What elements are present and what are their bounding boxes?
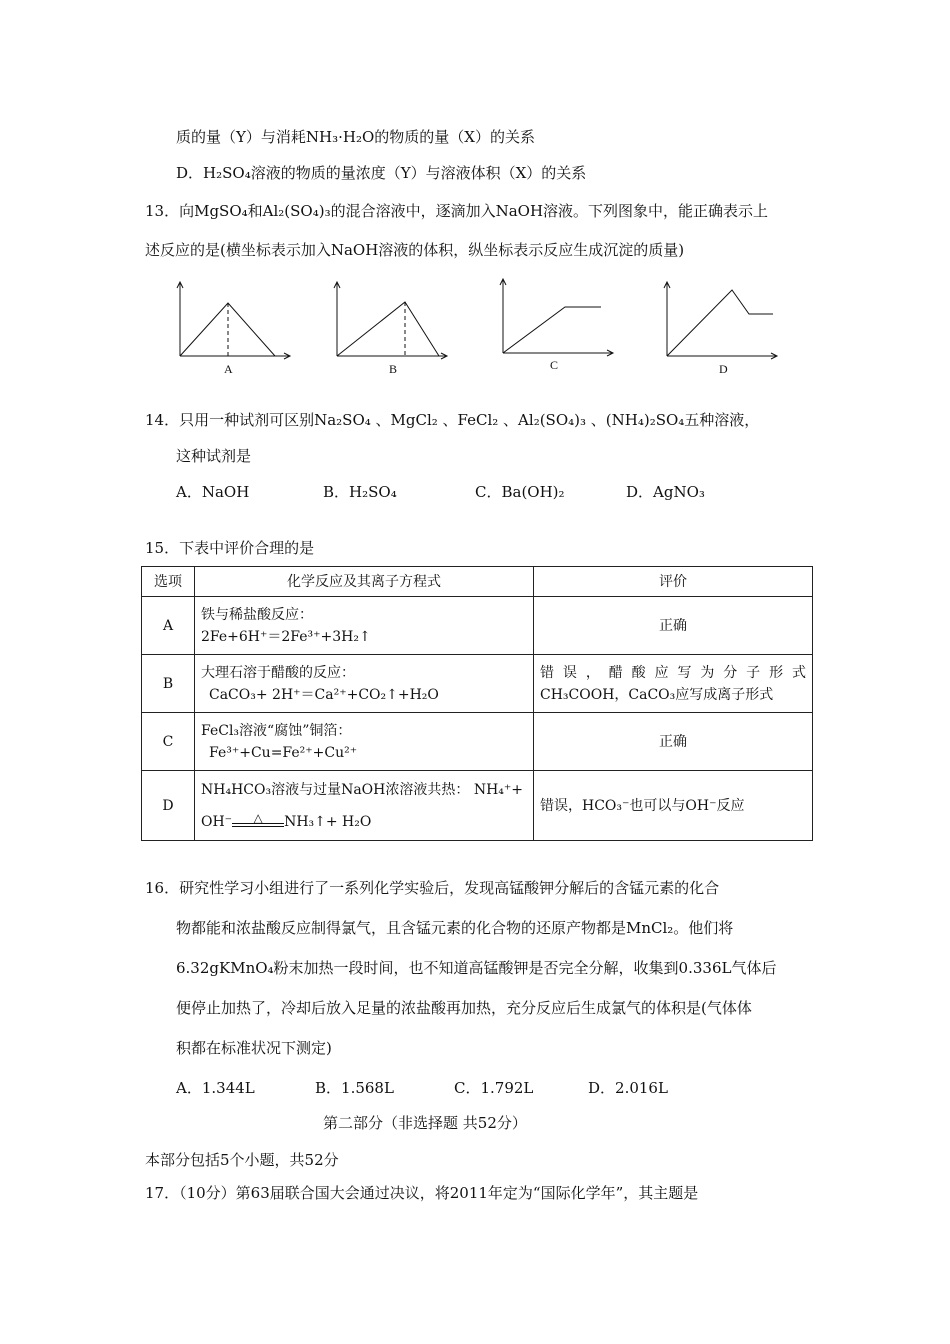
reaction-desc: 铁与稀盐酸反应： <box>201 606 313 623</box>
q17-stem-line1: 17．（10分）第63届联合国大会通过决议，将2011年定为“国际化学年”，其主题是 <box>145 1184 699 1202</box>
graph-c-label: C <box>550 358 559 372</box>
graph-d <box>657 278 782 363</box>
graph-b-label: B <box>389 362 398 376</box>
graph-d-label: D <box>719 362 728 376</box>
row-evaluation: 正确 <box>534 597 813 655</box>
header-option: 选项 <box>142 567 195 597</box>
q14-option-b: B．H₂SO₄ <box>323 483 397 501</box>
q16-stem-line1: 16．研究性学习小组进行了一系列化学实验后，发现高锰酸钾分解后的含锰元素的化合 <box>145 879 720 897</box>
q16-stem-line3: 6.32gKMnO₄粉末加热一段时间，也不知道高锰酸钾是否完全分解，收集到0.336L气体后 <box>176 959 777 977</box>
reaction-equation: 2Fe+6H⁺＝2Fe³⁺+3H₂↑ <box>201 628 371 645</box>
heating-condition <box>232 810 284 833</box>
q16-stem-line5: 积都在标准状况下测定) <box>176 1039 332 1057</box>
reaction-equation: CaCO₃+ 2H⁺＝Ca²⁺+CO₂↑+H₂O <box>209 686 439 703</box>
row-option: C <box>142 713 195 771</box>
table-row <box>142 713 813 771</box>
q16-option-d: D．2.016L <box>588 1079 668 1097</box>
row-option: A <box>142 597 195 655</box>
row-evaluation: 错误，HCO₃⁻也可以与OH⁻反应 <box>534 771 813 841</box>
q15-stem: 15．下表中评价合理的是 <box>145 539 315 557</box>
evaluation-table <box>141 566 813 841</box>
heat-triangle: △ <box>253 810 263 825</box>
graph-b <box>327 278 452 363</box>
q14-option-d: D．AgNO₃ <box>626 483 705 501</box>
row-reaction <box>195 655 534 713</box>
evaluation-line1: 错误，醋酸应写为分子形式 <box>540 664 806 681</box>
q16-option-a: A．1.344L <box>176 1079 255 1097</box>
q16-stem-line2: 物都能和浓盐酸反应制得氯气，且含锰元素的化合物的还原产物都是MnCl₂。他们将 <box>176 919 734 937</box>
reaction-desc: 大理石溶于醋酸的反应： <box>201 664 355 681</box>
q16-stem-line4: 便停止加热了，冷却后放入足量的浓盐酸再加热，充分反应后生成氯气的体积是(气体体 <box>176 999 752 1017</box>
evaluation-line2: CH₃COOH，CaCO₃应写成离子形式 <box>540 686 774 703</box>
reaction-desc: NH₄HCO₃溶液与过量NaOH浓溶液共热： NH₄⁺+ <box>201 781 524 798</box>
table-header-row <box>142 567 813 597</box>
q16-option-c: C．1.792L <box>454 1079 534 1097</box>
part2-title: 第二部分（非选择题 共52分） <box>323 1114 527 1132</box>
equation-left: OH⁻ <box>201 813 233 830</box>
equation-right: NH₃↑+ H₂O <box>284 813 372 830</box>
q13-stem-line2: 述反应的是(横坐标表示加入NaOH溶液的体积，纵坐标表示反应生成沉淀的质量) <box>145 241 685 259</box>
reaction-equation: Fe³⁺+Cu=Fe²⁺+Cu²⁺ <box>209 744 358 761</box>
table-row <box>142 597 813 655</box>
graph-c <box>493 275 618 360</box>
row-option: D <box>142 771 195 841</box>
graph-a-label: A <box>224 362 233 376</box>
table-row <box>142 771 813 841</box>
header-reaction: 化学反应及其离子方程式 <box>195 567 534 597</box>
q14-stem-line1: 14．只用一种试剂可区别Na₂SO₄ 、MgCl₂ 、FeCl₂ 、Al₂(SO₄)₃ 、(NH₄)₂SO₄五种溶液， <box>145 411 760 429</box>
q16-option-b: B．1.568L <box>315 1079 394 1097</box>
row-reaction <box>195 713 534 771</box>
row-reaction <box>195 771 534 841</box>
row-reaction <box>195 597 534 655</box>
q13-stem-line1: 13．向MgSO₄和Al₂(SO₄)₃的混合溶液中，逐滴加入NaOH溶液。下列图象中，能正确表示上 <box>145 202 769 220</box>
graph-a <box>170 278 295 363</box>
part2-intro: 本部分包括5个小题，共52分 <box>145 1151 339 1169</box>
reaction-equation <box>201 811 527 833</box>
header-evaluation: 评价 <box>534 567 813 597</box>
q12-option-d: D．H₂SO₄溶液的物质的量浓度（Y）与溶液体积（X）的关系 <box>176 164 587 182</box>
q14-option-a: A．NaOH <box>176 483 250 501</box>
q12-line: 质的量（Y）与消耗NH₃·H₂O的物质的量（X）的关系 <box>176 128 535 146</box>
table-row <box>142 655 813 713</box>
row-evaluation <box>534 655 813 713</box>
q14-stem-line2: 这种试剂是 <box>176 447 252 465</box>
q14-option-c: C．Ba(OH)₂ <box>475 483 565 501</box>
row-option: B <box>142 655 195 713</box>
row-evaluation: 正确 <box>534 713 813 771</box>
reaction-desc: FeCl₃溶液“腐蚀”铜箔： <box>201 722 352 739</box>
